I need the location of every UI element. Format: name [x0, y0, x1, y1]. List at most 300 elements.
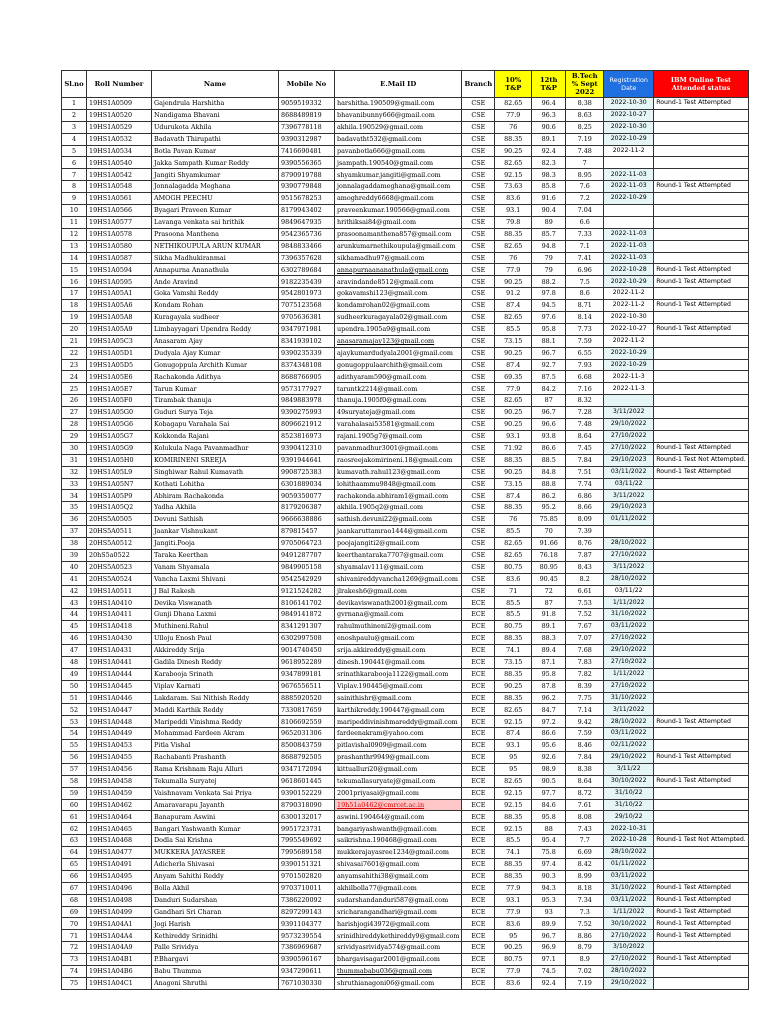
cell-roll-number: 19HS1A04A9 — [87, 942, 152, 954]
cell-email: gvrnana@gmail.com — [335, 609, 462, 621]
table-row — [62, 98, 749, 110]
cell-branch: CSE — [462, 359, 495, 371]
cell-12-tp: 86.2 — [532, 490, 566, 502]
cell-email: anyamsahithi38@gmail.com — [335, 870, 462, 882]
cell-name: Badavath Thirupathi — [152, 133, 279, 145]
cell-name: Banapuram Aswini — [152, 811, 279, 823]
cell-slno: 7 — [62, 169, 87, 181]
cell-btech: 7.45 — [566, 442, 604, 454]
cell-12-tp: 87.8 — [532, 680, 566, 692]
cell-slno: 11 — [62, 216, 87, 228]
cell-mobile: 9849883978 — [279, 395, 335, 407]
cell-btech: 8.79 — [566, 942, 604, 954]
cell-mobile: 9391944641 — [279, 454, 335, 466]
cell-btech: 6.55 — [566, 347, 604, 359]
cell-branch: CSE — [462, 252, 495, 264]
cell-registration-date: 2022-11-2 — [604, 145, 654, 157]
cell-slno: 48 — [62, 656, 87, 668]
cell-email: varahalasai53581@gmail.com — [335, 419, 462, 431]
cell-branch: ECE — [462, 930, 495, 942]
cell-ibm-status — [654, 859, 749, 871]
cell-mobile: 8885920520 — [279, 692, 335, 704]
cell-name: Kothati Lohitha — [152, 478, 279, 490]
cell-branch: CSE — [462, 133, 495, 145]
cell-email: hrithiksai84@gmail.com — [335, 216, 462, 228]
table-row — [62, 490, 749, 502]
cell-roll-number: 19HS1A0468 — [87, 835, 152, 847]
cell-branch: ECE — [462, 597, 495, 609]
cell-email: dinesh.190441@gmail.com — [335, 656, 462, 668]
cell-ibm-status — [654, 609, 749, 621]
cell-branch: ECE — [462, 835, 495, 847]
cell-name: Kobagapu Varahala Sai — [152, 419, 279, 431]
cell-btech: 7.59 — [566, 728, 604, 740]
cell-12-tp: 74.5 — [532, 966, 566, 978]
cell-branch: CSE — [462, 323, 495, 335]
cell-branch: ECE — [462, 859, 495, 871]
cell-12-tp: 79 — [532, 252, 566, 264]
cell-roll-number: 19HS1A0534 — [87, 145, 152, 157]
cell-btech: 7.04 — [566, 205, 604, 217]
cell-10-tp: 82.65 — [495, 537, 532, 549]
cell-slno: 60 — [62, 799, 87, 811]
cell-name: Maripeddi Vinishma Reddy — [152, 716, 279, 728]
cell-12-tp: 90.6 — [532, 121, 566, 133]
cell-email: 49suryateja@gmail.com — [335, 407, 462, 419]
cell-registration-date: 31/10/2022 — [604, 609, 654, 621]
header-slno: Sl.no — [62, 71, 87, 98]
cell-slno: 61 — [62, 811, 87, 823]
cell-ibm-status: Round-1 Test Not Attempted. — [654, 454, 749, 466]
cell-ibm-status — [654, 537, 749, 549]
cell-mobile: 9390596167 — [279, 954, 335, 966]
cell-ibm-status: Round-1 Test Attempted — [654, 323, 749, 335]
cell-branch: CSE — [462, 157, 495, 169]
cell-slno: 67 — [62, 882, 87, 894]
cell-roll-number: 19HS1A0511 — [87, 585, 152, 597]
cell-ibm-status — [654, 383, 749, 395]
cell-registration-date: 03/11/2022 — [604, 894, 654, 906]
cell-12-tp: 88.1 — [532, 335, 566, 347]
cell-branch: CSE — [462, 407, 495, 419]
cell-mobile: 9390779848 — [279, 181, 335, 193]
cell-10-tp: 93.1 — [495, 205, 532, 217]
table-row — [62, 728, 749, 740]
table-row — [62, 312, 749, 324]
cell-12-tp: 95.6 — [532, 740, 566, 752]
cell-name: Rama Krishnam Raju Alluri — [152, 763, 279, 775]
cell-registration-date: 2022-11-3 — [604, 383, 654, 395]
cell-btech: 7.48 — [566, 419, 604, 431]
table-row — [62, 763, 749, 775]
cell-mobile: 9849905158 — [279, 561, 335, 573]
cell-10-tp: 80.75 — [495, 561, 532, 573]
cell-btech: 7.59 — [566, 335, 604, 347]
cell-registration-date: 2022-10-30 — [604, 121, 654, 133]
cell-10-tp: 82.65 — [495, 240, 532, 252]
cell-mobile: 8500843759 — [279, 740, 335, 752]
header-mobile: Mobile No — [279, 71, 335, 98]
cell-name: Tirambak thanuja — [152, 395, 279, 407]
cell-ibm-status — [654, 870, 749, 882]
cell-email: 2001priyasai@gmail.com — [335, 787, 462, 799]
cell-ibm-status: Round-1 Test Attempted — [654, 442, 749, 454]
cell-name: MUKKERA JAYASREE — [152, 847, 279, 859]
cell-registration-date: 2022-10-29 — [604, 276, 654, 288]
cell-ibm-status — [654, 787, 749, 799]
cell-ibm-status — [654, 977, 749, 989]
cell-12-tp: 92.4 — [532, 977, 566, 989]
cell-btech: 8.95 — [566, 169, 604, 181]
cell-10-tp: 90.25 — [495, 347, 532, 359]
cell-name: Jangiti Shyamkumar — [152, 169, 279, 181]
cell-roll-number: 19HS1A05N7 — [87, 478, 152, 490]
cell-registration-date: 29/10/22 — [604, 811, 654, 823]
cell-mobile: 9676556511 — [279, 680, 335, 692]
cell-roll-number: 19HS1A0496 — [87, 882, 152, 894]
cell-12-tp: 94.5 — [532, 300, 566, 312]
cell-roll-number: 19HS1A05Q2 — [87, 502, 152, 514]
cell-roll-number: 20hS5a0522 — [87, 549, 152, 561]
cell-mobile: 9347290611 — [279, 966, 335, 978]
cell-ibm-status: Round-1 Test Attempted — [654, 775, 749, 787]
cell-branch: ECE — [462, 668, 495, 680]
cell-12-tp: 96.3 — [532, 109, 566, 121]
cell-slno: 54 — [62, 728, 87, 740]
cell-roll-number: 19HS1A0465 — [87, 823, 152, 835]
cell-10-tp: 90.25 — [495, 942, 532, 954]
cell-12-tp: 93.8 — [532, 430, 566, 442]
cell-slno: 50 — [62, 680, 87, 692]
cell-branch: ECE — [462, 954, 495, 966]
cell-roll-number: 19HS1A0445 — [87, 680, 152, 692]
cell-email: prashanthr9949@gmail.com — [335, 751, 462, 763]
cell-btech: 6.69 — [566, 847, 604, 859]
cell-12-tp: 89 — [532, 216, 566, 228]
table-row — [62, 585, 749, 597]
cell-12-tp: 97.4 — [532, 859, 566, 871]
cell-10-tp: 92.15 — [495, 787, 532, 799]
cell-slno: 65 — [62, 859, 87, 871]
table-row — [62, 740, 749, 752]
cell-roll-number: 19HS1A0499 — [87, 906, 152, 918]
cell-ibm-status — [654, 193, 749, 205]
cell-mobile: 9542801973 — [279, 288, 335, 300]
cell-roll-number: 19HS1A04A1 — [87, 918, 152, 930]
cell-name: Kethireddy Srinidhi — [152, 930, 279, 942]
cell-email: pitlavishal0909@gmail.com — [335, 740, 462, 752]
cell-branch: ECE — [462, 823, 495, 835]
cell-roll-number: 19HS1A0540 — [87, 157, 152, 169]
cell-ibm-status: Round-1 Test Attempted — [654, 276, 749, 288]
header-12-tp: 12th T&P — [532, 71, 566, 98]
cell-mobile: 8179943402 — [279, 205, 335, 217]
cell-ibm-status — [654, 966, 749, 978]
cell-ibm-status — [654, 478, 749, 490]
cell-slno: 69 — [62, 906, 87, 918]
cell-12-tp: 97.6 — [532, 312, 566, 324]
cell-name: Kokkonda Rajani — [152, 430, 279, 442]
table-row — [62, 835, 749, 847]
cell-registration-date: 2022-10-30 — [604, 98, 654, 110]
cell-email: srinidhireddykethireddy9@gmail.com — [335, 930, 462, 942]
cell-10-tp: 92.15 — [495, 169, 532, 181]
cell-12-tp: 87 — [532, 597, 566, 609]
table-row — [62, 252, 749, 264]
cell-roll-number: 19HS1A0441 — [87, 656, 152, 668]
cell-roll-number: 19HS1A05L9 — [87, 466, 152, 478]
table-row — [62, 216, 749, 228]
cell-btech: 7.84 — [566, 454, 604, 466]
cell-12-tp: 89.4 — [532, 644, 566, 656]
cell-name: Anyam Sahithi Reddy — [152, 870, 279, 882]
cell-slno: 20 — [62, 323, 87, 335]
cell-10-tp: 93.1 — [495, 894, 532, 906]
cell-branch: CSE — [462, 109, 495, 121]
cell-12-tp: 96.2 — [532, 692, 566, 704]
cell-12-tp: 88.2 — [532, 276, 566, 288]
cell-email: fardeenakram@yahoo.com — [335, 728, 462, 740]
cell-12-tp: 98.9 — [532, 763, 566, 775]
cell-branch: ECE — [462, 633, 495, 645]
cell-branch: CSE — [462, 240, 495, 252]
table-row — [62, 621, 749, 633]
cell-roll-number: 19HS1A05A1 — [87, 288, 152, 300]
cell-name: Bolla Akhil — [152, 882, 279, 894]
cell-12-tp: 84.8 — [532, 466, 566, 478]
cell-10-tp: 92.15 — [495, 823, 532, 835]
cell-email: rajani.1905g7@gmail.com — [335, 430, 462, 442]
table-row — [62, 442, 749, 454]
cell-btech: 8.86 — [566, 930, 604, 942]
cell-registration-date: 2022-10-27 — [604, 323, 654, 335]
cell-mobile: 7671030330 — [279, 977, 335, 989]
cell-btech: 7.84 — [566, 751, 604, 763]
cell-name: Kuragayala sudheer — [152, 312, 279, 324]
cell-roll-number: 19HS1A05F0 — [87, 395, 152, 407]
cell-branch: ECE — [462, 716, 495, 728]
cell-12-tp: 85.8 — [532, 181, 566, 193]
cell-ibm-status — [654, 430, 749, 442]
cell-12-tp: 88 — [532, 823, 566, 835]
cell-10-tp: 83.6 — [495, 573, 532, 585]
cell-registration-date: 2022-10-30 — [604, 312, 654, 324]
table-row — [62, 894, 749, 906]
cell-10-tp: 77.9 — [495, 264, 532, 276]
cell-email: srividyasrividya574@gmail.com — [335, 942, 462, 954]
cell-roll-number: 19HS1A05A8 — [87, 312, 152, 324]
cell-slno: 26 — [62, 395, 87, 407]
cell-btech: 7.61 — [566, 799, 604, 811]
cell-ibm-status — [654, 811, 749, 823]
cell-ibm-status — [654, 205, 749, 217]
cell-12-tp: 80.95 — [532, 561, 566, 573]
cell-roll-number: 19HS1A05A6 — [87, 300, 152, 312]
cell-btech: 7.39 — [566, 526, 604, 538]
cell-roll-number: 19HS1A0459 — [87, 787, 152, 799]
cell-slno: 38 — [62, 537, 87, 549]
table-row — [62, 145, 749, 157]
cell-ibm-status — [654, 216, 749, 228]
cell-slno: 70 — [62, 918, 87, 930]
cell-roll-number: 19HS1A0464 — [87, 811, 152, 823]
cell-branch: ECE — [462, 894, 495, 906]
table-row — [62, 335, 749, 347]
cell-10-tp: 85.5 — [495, 597, 532, 609]
cell-ibm-status — [654, 347, 749, 359]
cell-roll-number: 19HS1A0520 — [87, 109, 152, 121]
cell-name: Adicherla Shivasai — [152, 859, 279, 871]
cell-slno: 8 — [62, 181, 87, 193]
cell-10-tp: 88.35 — [495, 502, 532, 514]
cell-10-tp: 88.35 — [495, 228, 532, 240]
cell-roll-number: 19HS1A05A9 — [87, 323, 152, 335]
cell-email: sudarshandanduri587@gmail.com — [335, 894, 462, 906]
cell-name: AMOGH PEECHU — [152, 193, 279, 205]
cell-btech: 8.63 — [566, 109, 604, 121]
cell-branch: ECE — [462, 751, 495, 763]
cell-branch: ECE — [462, 977, 495, 989]
cell-registration-date: 02/11/2022 — [604, 740, 654, 752]
cell-ibm-status — [654, 312, 749, 324]
cell-registration-date: 27/10/2022 — [604, 954, 654, 966]
cell-10-tp: 83.6 — [495, 918, 532, 930]
cell-ibm-status — [654, 740, 749, 752]
table-row — [62, 644, 749, 656]
cell-10-tp: 90.25 — [495, 680, 532, 692]
cell-roll-number: 19HS1A0446 — [87, 692, 152, 704]
table-row — [62, 359, 749, 371]
cell-roll-number: 19HS1A04C1 — [87, 977, 152, 989]
cell-mobile: 8297299143 — [279, 906, 335, 918]
cell-12-tp: 76.18 — [532, 549, 566, 561]
cell-registration-date: 31/10/2022 — [604, 882, 654, 894]
header-email: E.Mail ID — [335, 71, 462, 98]
cell-registration-date: 31/10/22 — [604, 799, 654, 811]
cell-10-tp: 85.5 — [495, 609, 532, 621]
cell-mobile: 8790919788 — [279, 169, 335, 181]
table-row — [62, 133, 749, 145]
cell-12-tp: 72 — [532, 585, 566, 597]
cell-roll-number: 19HS1A0462 — [87, 799, 152, 811]
cell-slno: 4 — [62, 133, 87, 145]
table-row — [62, 977, 749, 989]
table-row — [62, 823, 749, 835]
cell-email: kittualluri20@gmail.com — [335, 763, 462, 775]
cell-roll-number: 19HS1A05E7 — [87, 383, 152, 395]
cell-registration-date: 1/11/2022 — [604, 906, 654, 918]
cell-registration-date: 31/10/2022 — [604, 692, 654, 704]
cell-registration-date: 1/11/2022 — [604, 597, 654, 609]
cell-registration-date: 28/10/2022 — [604, 537, 654, 549]
cell-10-tp: 73.63 — [495, 181, 532, 193]
cell-btech: 7.73 — [566, 323, 604, 335]
cell-10-tp: 77.9 — [495, 906, 532, 918]
cell-ibm-status — [654, 799, 749, 811]
cell-ibm-status — [654, 109, 749, 121]
cell-ibm-status — [654, 490, 749, 502]
cell-slno: 32 — [62, 466, 87, 478]
cell-branch: CSE — [462, 514, 495, 526]
cell-12-tp: 84.7 — [532, 704, 566, 716]
cell-name: J Bal Rakesh — [152, 585, 279, 597]
cell-registration-date: 2022-11-03 — [604, 169, 654, 181]
cell-branch: ECE — [462, 656, 495, 668]
cell-ibm-status: Round-1 Test Not Attempted. — [654, 835, 749, 847]
cell-mobile: 9059519332 — [279, 98, 335, 110]
cell-branch: CSE — [462, 383, 495, 395]
cell-email: akhilbolla77@gmail.com — [335, 882, 462, 894]
cell-registration-date — [604, 216, 654, 228]
cell-12-tp: 97.2 — [532, 716, 566, 728]
cell-10-tp: 92.15 — [495, 716, 532, 728]
table-row — [62, 502, 749, 514]
cell-10-tp: 93.1 — [495, 740, 532, 752]
cell-mobile: 9542365736 — [279, 228, 335, 240]
table-row — [62, 157, 749, 169]
cell-name: Taraka Keerthan — [152, 549, 279, 561]
cell-10-tp: 82.65 — [495, 395, 532, 407]
cell-name: Muthineni.Rahul — [152, 621, 279, 633]
cell-name: Devuni Sathish — [152, 514, 279, 526]
cell-ibm-status — [654, 704, 749, 716]
cell-slno: 29 — [62, 430, 87, 442]
cell-email: pavanbotla666@gmail.com — [335, 145, 462, 157]
cell-btech: 9.42 — [566, 716, 604, 728]
cell-10-tp: 90.25 — [495, 466, 532, 478]
cell-registration-date: 27/10/2022 — [604, 656, 654, 668]
cell-email: jaankaruttamrao1444@gmail.com — [335, 526, 462, 538]
cell-email: enoshpaulu@gmail.com — [335, 633, 462, 645]
cell-email: amoghreddy6668@gmail.com — [335, 193, 462, 205]
cell-10-tp: 76 — [495, 252, 532, 264]
cell-roll-number: 19HS1A0447 — [87, 704, 152, 716]
cell-mobile: 7995549692 — [279, 835, 335, 847]
cell-mobile: 9849141872 — [279, 609, 335, 621]
cell-registration-date: 2022-11-03 — [604, 240, 654, 252]
cell-email: mukkerajayasree1234@gmail.com — [335, 847, 462, 859]
student-table — [61, 70, 749, 990]
cell-slno: 58 — [62, 775, 87, 787]
cell-mobile: 9059350077 — [279, 490, 335, 502]
cell-10-tp: 87.4 — [495, 728, 532, 740]
cell-ibm-status: Round-1 Test Attempted — [654, 716, 749, 728]
cell-registration-date: 29/10/2023 — [604, 454, 654, 466]
cell-slno: 59 — [62, 787, 87, 799]
header-btech: B.Tech % Sept 2022 — [566, 71, 604, 98]
cell-email: arunkumarnethikoupula@gmail.com — [335, 240, 462, 252]
cell-roll-number: 19HS1A0453 — [87, 740, 152, 752]
cell-btech: 8.64 — [566, 775, 604, 787]
cell-name: Anagoni Shruthi — [152, 977, 279, 989]
cell-name: Kondam Rohan — [152, 300, 279, 312]
cell-10-tp: 74.1 — [495, 847, 532, 859]
cell-name: Sikha Madhukiranmai — [152, 252, 279, 264]
table-row — [62, 323, 749, 335]
cell-slno: 62 — [62, 823, 87, 835]
cell-mobile: 7330817659 — [279, 704, 335, 716]
cell-registration-date — [604, 205, 654, 217]
cell-mobile: 9390556365 — [279, 157, 335, 169]
table-row — [62, 597, 749, 609]
table-row — [62, 466, 749, 478]
cell-10-tp: 90.25 — [495, 419, 532, 431]
cell-mobile: 879815457 — [279, 526, 335, 538]
cell-mobile: 9390235339 — [279, 347, 335, 359]
cell-registration-date: 2022-11-03 — [604, 252, 654, 264]
cell-name: Viplav Karnati — [152, 680, 279, 692]
cell-name: Ande Aravind — [152, 276, 279, 288]
